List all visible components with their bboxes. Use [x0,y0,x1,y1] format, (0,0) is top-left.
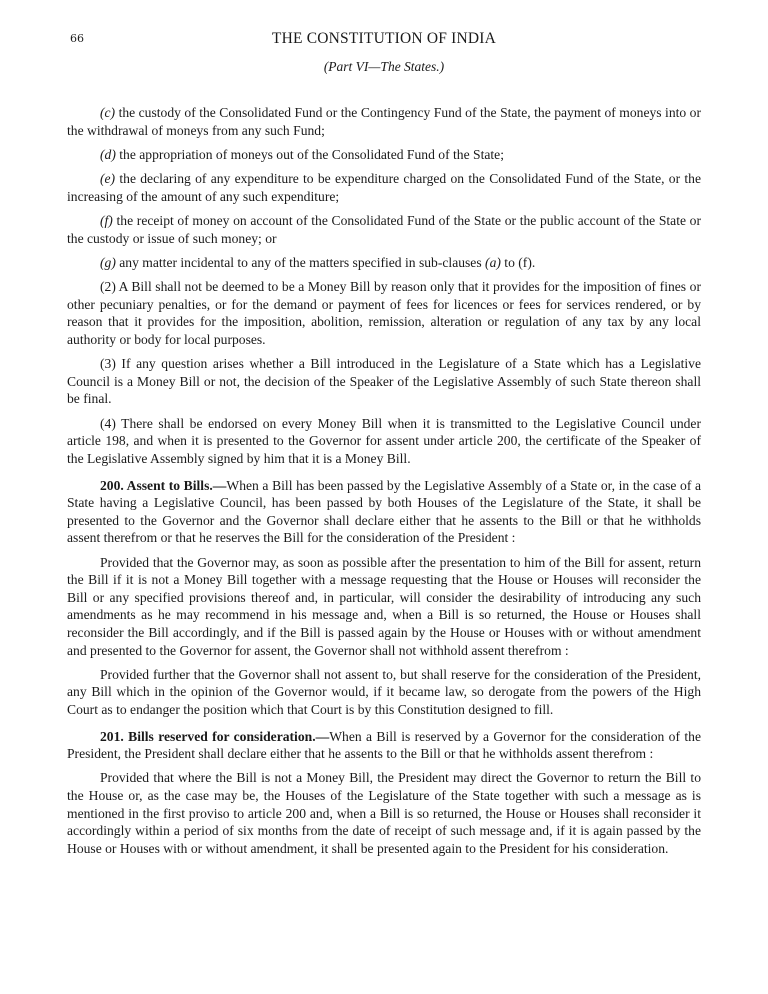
article-201-proviso-1: Provided that where the Bill is not a Money Bill, the President may direct the Governor to return the Bill to the House or, as the case may be, the Houses of the Legislature of the State together with such a message as is mentioned in the first proviso to article 200 and, when a Bill is so returned, the House or Houses shall reconsider it accordingly within a period of six months from the date of receipt of such message and, if it is again passed by the House or Houses with or without amendment, it shall be presented again to the President for his consideration. [67,770,701,856]
article-200-heading: 200. Assent to Bills.— [100,477,227,493]
article-200 [67,477,701,547]
clause-text: to (f). [500,254,536,270]
article-200-text: When a Bill has been passed by the Legislative Assembly of a State or, in the case of a State having a Legislative Council, has been passed by both Houses of the Legislature of the State, it shall be presented to the Governor and the Governor shall declare either that he assents to the Bill or that he withholds assent therefrom or that he reserves the Bill for the consideration of the President : [67,477,701,546]
page-subtitle: (Part VI—The States.) [323,59,445,74]
clause-reference: (a) [485,254,501,270]
clause-c [67,104,701,139]
clause-e [67,170,701,205]
clause-label: (e) [100,171,116,187]
clause-2-paragraph: (2) A Bill shall not be deemed to be a Money Bill by reason only that it provides for the imposition of fines or other pecuniary penalties, or for the demand or payment of fees for licences or fees for services rendered, or by reason that it provides for the imposition, abolition, remission, alteration or regulation of any tax by any local authority or body for local purposes. [67,279,701,347]
clause-3-paragraph: (3) If any question arises whether a Bill introduced in the Legislature of a State which has a Legislative Council is a Money Bill or not, the decision of the Speaker of the Legislative Assembly of such State thereon shall be final. [67,356,701,407]
page-number: 66 [70,32,84,45]
article-201-heading: 201. Bills reserved for consideration.— [100,728,330,744]
clause-d [67,146,701,164]
clause-label: (c) [100,105,116,120]
document-body [67,104,701,864]
clause-label: (d) [100,146,116,162]
clause-text: the receipt of money on account of the Consolidated Fund of the State or the public account of the State or the custody or issue of such money; or [67,213,701,246]
clause-text: any matter incidental to any of the matters specified in sub-clauses [115,254,486,270]
article-200-proviso-1: Provided that the Governor may, as soon as possible after the presentation to him of the Bill for assent, return the Bill if it is not a Money Bill together with a message requesting that the House or Houses will reconsider the Bill or any specified provisions thereof and, in particular, will consider the desirability of introducing any such amendments as he may recommend in his message and, when a Bill is so returned, the House or Houses shall reconsider the Bill accordingly, and if the Bill is passed again by the House or Houses with or without amendment and presented to the Governor for assent, the Governor shall not withhold assent therefrom : [67,554,701,658]
page-title: THE CONSTITUTION OF INDIA [271,30,497,47]
clause-text: the appropriation of moneys out of the Consolidated Fund of the State; [115,146,504,162]
article-200-proviso-2: Provided further that the Governor shall not assent to, but shall reserve for the consideration of the President, any Bill which in the opinion of the Governor would, if it became law, so derogate from the powers of the High Court as to endanger the position which that Court is by this Constitution designed to fill. [67,666,701,717]
clause-f [67,212,701,247]
clause-text: the custody of the Consolidated Fund or the Contingency Fund of the State, the payment of moneys into or the withdrawal of moneys from any such Fund; [67,105,701,138]
clause-4-paragraph: (4) There shall be endorsed on every Money Bill when it is transmitted to the Legislative Council under article 198, and when it is presented to the Governor for assent under article 200, the certificate of the Speaker of the Legislative Assembly signed by him that it is a Money Bill. [67,415,701,466]
article-201 [67,728,701,763]
clause-label: (g) [100,254,116,270]
clause-g [67,254,701,272]
clause-text: the declaring of any expenditure to be expenditure charged on the Consolidated Fund of the State, or the increasing of the amount of any such expenditure; [67,171,701,204]
article-201-text: When a Bill is reserved by a Governor for the consideration of the President, the President shall declare either that he assents to the Bill or that he withholds assent therefrom : [67,728,701,762]
clause-label: (f) [100,213,113,229]
